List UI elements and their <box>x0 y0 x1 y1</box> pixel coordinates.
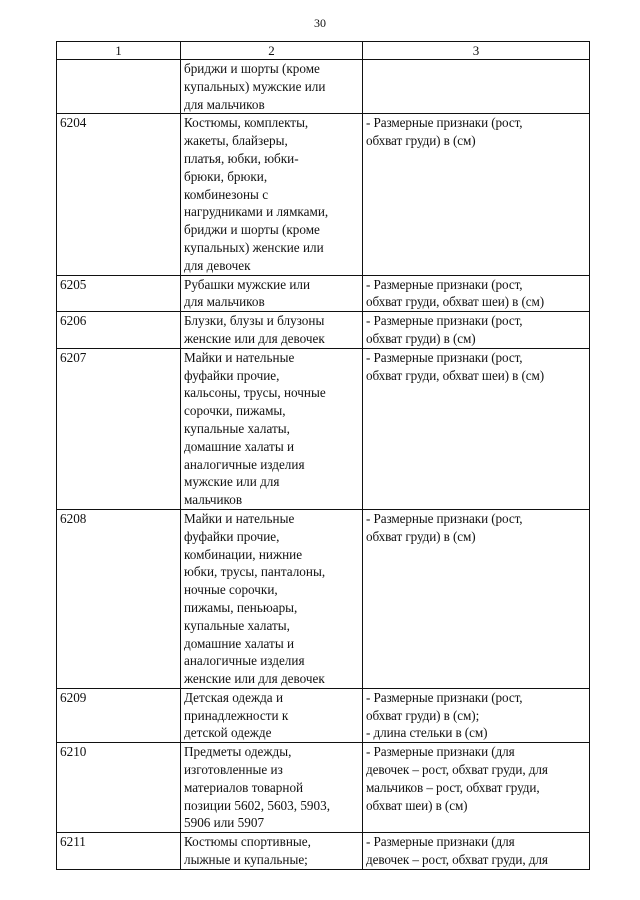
page-number: 30 <box>314 16 326 30</box>
classification-table <box>56 41 590 870</box>
product-name-cell <box>181 60 363 114</box>
product-name-line: мужские или для <box>184 474 280 490</box>
product-name-line: купальных) мужские или <box>184 78 326 94</box>
code-cell <box>57 114 181 275</box>
product-name-line: мальчиков <box>184 492 243 508</box>
size-features-cell <box>363 833 590 870</box>
size-features-cell <box>363 275 590 312</box>
code-cell <box>57 60 181 114</box>
table-row <box>57 312 590 349</box>
product-name-cell <box>181 114 363 275</box>
size-feature-line: девочек – рост, обхват груди, для <box>366 852 548 868</box>
code-cell <box>57 833 181 870</box>
size-feature-line: - Размерные признаки (рост, <box>366 349 523 365</box>
product-name-line: Майки и нательные <box>184 510 295 526</box>
product-name-line: материалов товарной <box>184 779 304 795</box>
size-feature-line: - Размерные признаки (рост, <box>366 510 523 526</box>
size-features-cell <box>363 312 590 349</box>
product-name-line: Детская одежда и <box>184 689 284 705</box>
table-body <box>57 60 590 870</box>
product-name-cell <box>181 312 363 349</box>
hs-code: 6208 <box>60 510 87 526</box>
product-name-line: для мальчиков <box>184 96 265 112</box>
product-name-line: принадлежности к <box>184 707 289 723</box>
table-row <box>57 275 590 312</box>
product-name-line: юбки, трусы, панталоны, <box>184 564 326 580</box>
product-name-line: платья, юбки, юбки- <box>184 150 299 166</box>
product-name-line: купальных) женские или <box>184 239 324 255</box>
size-feature-line: - Размерные признаки (рост, <box>366 115 523 131</box>
product-name-line: 5906 или 5907 <box>184 815 265 831</box>
size-feature-line: обхват груди, обхват шеи) в (см) <box>366 294 545 310</box>
table-row <box>57 833 590 870</box>
product-name-line: женские или для девочек <box>184 671 325 687</box>
size-features-cell <box>363 509 590 688</box>
product-name-line: изготовленные из <box>184 762 283 778</box>
product-name-cell <box>181 833 363 870</box>
product-name-line: для мальчиков <box>184 294 265 310</box>
code-cell <box>57 688 181 742</box>
size-feature-line: девочек – рост, обхват груди, для <box>366 762 548 778</box>
size-feature-line: мальчиков – рост, обхват груди, <box>366 779 540 795</box>
hs-code: 6210 <box>60 744 87 760</box>
product-name-line: Костюмы, комплекты, <box>184 115 309 131</box>
product-name-line: домашние халаты и <box>184 438 295 454</box>
code-cell <box>57 509 181 688</box>
column-header-3: 3 <box>363 42 590 60</box>
hs-code: 6204 <box>60 115 87 131</box>
product-name-cell <box>181 348 363 509</box>
size-feature-line: обхват груди, обхват шеи) в (см) <box>366 367 545 383</box>
size-feature-line: - Размерные признаки (рост, <box>366 689 523 705</box>
hs-code: 6207 <box>60 349 87 365</box>
size-features-cell <box>363 348 590 509</box>
size-features-cell <box>363 743 590 833</box>
product-name-cell <box>181 688 363 742</box>
product-name-line: пижамы, пеньюары, <box>184 599 298 615</box>
product-name-line: домашние халаты и <box>184 635 295 651</box>
hs-code: 6209 <box>60 689 87 705</box>
product-name-line: купальные халаты, <box>184 420 290 436</box>
hs-code: 6211 <box>60 834 86 850</box>
code-cell <box>57 312 181 349</box>
size-features-cell <box>363 114 590 275</box>
product-name-line: комбинезоны с <box>184 186 269 202</box>
table-row <box>57 509 590 688</box>
column-header-2: 2 <box>181 42 363 60</box>
product-name-line: для девочек <box>184 257 251 273</box>
code-cell <box>57 275 181 312</box>
table-row <box>57 743 590 833</box>
hs-code: 6206 <box>60 313 87 329</box>
product-name-line: фуфайки прочие, <box>184 528 280 544</box>
table-row <box>57 348 590 509</box>
size-feature-line: обхват груди) в (см) <box>366 133 476 149</box>
product-name-line: Предметы одежды, <box>184 744 292 760</box>
table-row <box>57 114 590 275</box>
code-cell <box>57 348 181 509</box>
table-row <box>57 60 590 114</box>
size-features-cell <box>363 688 590 742</box>
product-name-cell <box>181 275 363 312</box>
size-feature-line: обхват груди) в (см) <box>366 330 476 346</box>
size-features-cell <box>363 60 590 114</box>
size-feature-line: обхват шеи) в (см) <box>366 797 468 813</box>
product-name-line: брюки, брюки, <box>184 168 268 184</box>
product-name-line: купальные халаты, <box>184 617 290 633</box>
size-feature-line: - Размерные признаки (для <box>366 744 515 760</box>
product-name-line: аналогичные изделия <box>184 653 305 669</box>
product-name-line: бриджи и шорты (кроме <box>184 61 320 76</box>
product-name-line: аналогичные изделия <box>184 456 305 472</box>
code-cell <box>57 743 181 833</box>
size-feature-line: обхват груди) в (см) <box>366 528 476 544</box>
product-name-cell <box>181 743 363 833</box>
table-header-row <box>57 42 590 60</box>
product-name-line: Рубашки мужские или <box>184 276 311 292</box>
product-name-cell <box>181 509 363 688</box>
product-name-line: нагрудниками и лямками, <box>184 204 329 220</box>
size-feature-line: - Размерные признаки (для <box>366 834 515 850</box>
table-row <box>57 688 590 742</box>
product-name-line: жакеты, блайзеры, <box>184 133 288 149</box>
size-feature-line: - Размерные признаки (рост, <box>366 313 523 329</box>
size-feature-line: - Размерные признаки (рост, <box>366 276 523 292</box>
product-name-line: кальсоны, трусы, ночные <box>184 385 326 401</box>
product-name-line: детской одежде <box>184 725 272 741</box>
product-name-line: Блузки, блузы и блузоны <box>184 313 325 329</box>
column-header-1: 1 <box>57 42 181 60</box>
product-name-line: лыжные и купальные; <box>184 852 308 868</box>
product-name-line: бриджи и шорты (кроме <box>184 222 320 238</box>
size-feature-line: обхват груди) в (см); <box>366 707 480 723</box>
size-feature-line: - длина стельки в (см) <box>366 725 488 741</box>
product-name-line: женские или для девочек <box>184 330 325 346</box>
product-name-line: Майки и нательные <box>184 349 295 365</box>
product-name-line: сорочки, пижамы, <box>184 403 286 419</box>
product-name-line: позиции 5602, 5603, 5903, <box>184 797 330 813</box>
hs-code: 6205 <box>60 276 87 292</box>
product-name-line: ночные сорочки, <box>184 582 278 598</box>
product-name-line: Костюмы спортивные, <box>184 834 311 850</box>
product-name-line: фуфайки прочие, <box>184 367 280 383</box>
product-name-line: комбинации, нижние <box>184 546 303 562</box>
